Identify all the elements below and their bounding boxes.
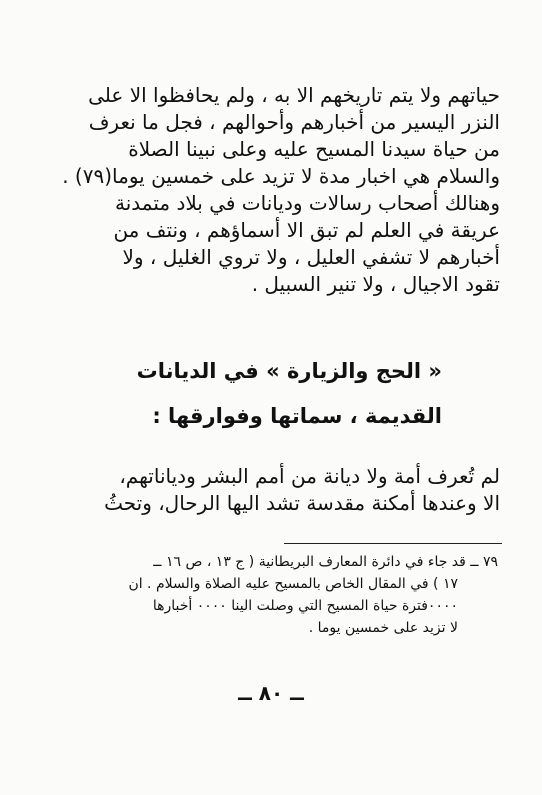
footnote-line: لا تزيد على خمسين يوما . xyxy=(308,620,458,636)
footnote-line: ٧٩ ــ قد جاء في دائرة المعارف البريطانية ( ج ١٣ ، ص ١٦ ــ xyxy=(153,554,498,570)
footnote-line: ٠٠٠٠فترة حياة المسيح التي وصلت الينا ٠٠٠٠ أخبارها xyxy=(152,598,458,614)
text-line: وهنالك أصحاب رسالات وديانات في بلاد متمدنة xyxy=(115,191,500,215)
section-heading-line-1: « الحج والزيارة » في الديانات xyxy=(136,359,442,383)
text-line: عريقة في العلم لم تبق الا أسماؤهم ، ونتف من xyxy=(113,218,500,242)
text-line: من حياة سيدنا المسيح عليه وعلى نبينا الصلاة xyxy=(128,137,500,161)
footnote-line: ١٧ ) في المقال الخاص بالمسيح عليه الصلاة والسلام . ان xyxy=(128,576,458,592)
footnote-block xyxy=(50,551,498,639)
text-line: والسلام هي اخبار مدة لا تزيد على خمسين يوما(٧٩) . xyxy=(62,164,500,188)
text-line: الا وعندها أمكنة مقدسة تشد اليها الرحال، وتحثُ xyxy=(104,491,500,515)
text-line: حياتهم ولا يتم تاريخهم الا به ، ولم يحافظوا الا على xyxy=(88,83,500,107)
section-heading-line-2: القديمة ، سماتها وفوارقها : xyxy=(152,404,442,428)
footnote-divider xyxy=(284,543,502,544)
text-line: تقود الاجيال ، ولا تنير السبيل . xyxy=(251,272,500,296)
body-paragraph-1 xyxy=(36,82,500,298)
text-line: لم تُعرف أمة ولا ديانة من أمم البشر ودياناتهم، xyxy=(119,464,500,488)
page-number: ــ ٨٠ ــ xyxy=(238,681,304,705)
text-line: النزر اليسير من أخبارهم وأحوالهم ، فجل ما نعرف xyxy=(88,110,500,134)
body-paragraph-2 xyxy=(36,463,500,517)
text-line: أخبارهم لا تشفي العليل ، ولا تروي الغليل ، ولا xyxy=(122,245,500,269)
